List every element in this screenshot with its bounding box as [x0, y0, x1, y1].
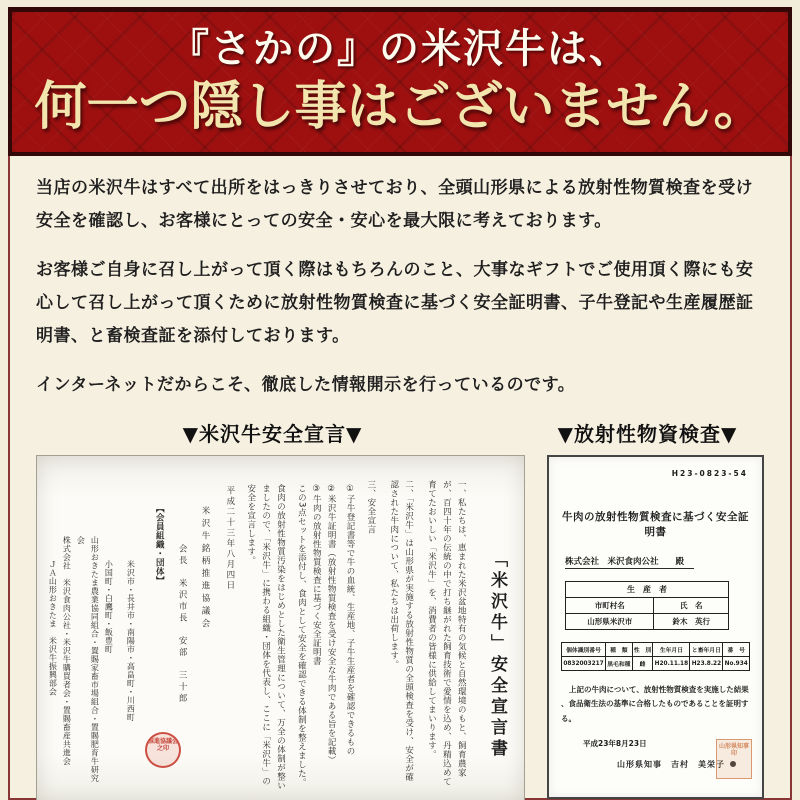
- documents-row: [36, 455, 764, 800]
- round-red-seal-icon: 推進協議会之印: [145, 732, 181, 768]
- declaration-item-3-head: 三、安全宣言: [365, 480, 376, 534]
- detail-birthdate: H20.11.18: [653, 657, 690, 671]
- declaration-date: 平成二十三年八月四日: [224, 486, 235, 591]
- animal-detail-table: [561, 642, 750, 671]
- content-panel: [8, 156, 792, 800]
- declaration-closing-1: この3点セットを添付し、食肉として安全を確認できる体制を整えました。: [296, 484, 307, 787]
- certificate-addressee: 株式会社 米沢食肉公社 殿: [565, 555, 694, 569]
- certificate-date: 平成23年8月23日: [583, 738, 647, 748]
- declaration-title: 「米沢牛」安全宣言書: [487, 550, 507, 760]
- detail-col-sex: 性 別: [632, 643, 653, 657]
- detail-id: 0832003217: [562, 657, 606, 671]
- declaration-closing-2: 食肉の放射性物質汚染をはじめとした衛生管理について、万全の体制が整いましたので、「米沢牛」に携わる組織・団体を代表し、ここに「米沢牛」の安全を宣言します。: [245, 484, 286, 790]
- member-column: 小国町・白鷹町・飯豊町: [104, 560, 114, 654]
- declaration-point-3: ③牛肉の放射性物質検査に基づく安全証明書: [311, 484, 322, 666]
- members-heading: 【会員組織・団体】: [154, 504, 165, 585]
- intro-paragraph-1: 当店の米沢牛はすべて出所をはっきりさせており、全頭山形県による放射性物質検査を受け安全を確認し、お客様にとっての安全・安心を最大限に考えております。: [36, 178, 754, 231]
- producer-col-municipality: 市町村名: [566, 598, 654, 614]
- member-column: 株式会社 米沢食肉公社・米沢牛購買者会・置賜畜産共進会: [62, 536, 72, 766]
- member-column: ＪＡ山形おきたま 米沢牛振興部会: [48, 560, 58, 696]
- certificate-title: 牛肉の放射性物質検査に基づく安全証明書: [562, 511, 749, 538]
- detail-breed: 黒毛和種: [606, 657, 633, 671]
- heading-safety-declaration: ▼米沢牛安全宣言▼: [182, 422, 363, 446]
- square-orange-seal-icon: 山形県知事印: [716, 739, 752, 779]
- section-headings-row: [36, 418, 764, 447]
- declaration-organization: 米沢牛銘柄推進協議会: [199, 506, 210, 631]
- producer-table: [565, 581, 729, 630]
- certificate-statement: 上記の牛肉について、放射性物質検査を実施した結果、食品衛生法の基準に合格したものであることを証明する。: [561, 685, 749, 723]
- declaration-point-1: ①子牛登記書等で牛の血統、生産地、子牛生産者を確認できるもの: [344, 484, 355, 756]
- header-banner: [8, 7, 792, 156]
- detail-col-number: 番 号: [723, 643, 750, 657]
- intro-paragraph-3: インターネットだからこそ、徹底した情報開示を行っているのです。: [36, 375, 576, 395]
- detail-col-birthdate: 生年月日: [653, 643, 690, 657]
- detail-number: No.934: [723, 657, 750, 671]
- detail-sex: 雌: [632, 657, 653, 671]
- producer-name: 鈴木 英行: [654, 614, 729, 630]
- banner-line-1: 『さかの』の米沢牛は、: [169, 25, 631, 72]
- detail-col-breed: 種 類: [606, 643, 633, 657]
- banner-line-2: 何一つ隠し事はございません。: [34, 76, 766, 137]
- producer-table-header: 生 産 者: [566, 582, 729, 598]
- intro-paragraph-2: お客様ご自身に召し上がって頂く際はもちろんのこと、大事なギフトでご使用頂く際にも安心して召し上がって頂くために放射性物質検査に基づく安全証明書、子牛登記や生産履歴証明書、と畜検査証を添付しております。: [36, 260, 754, 346]
- member-column: 米沢市・長井市・南陽市・高畠町・川西町: [126, 560, 136, 722]
- certificate-number: H23-0823-54: [671, 469, 748, 478]
- detail-slaughterdate: H23.8.22: [690, 657, 723, 671]
- producer-col-name: 氏 名: [654, 598, 729, 614]
- member-column: 山形おきたま農業協同組合・置賜家畜市場組合・置賜肥育牛研究会: [76, 536, 100, 783]
- heading-radiation-inspection: ▼放射性物資検査▼: [557, 422, 738, 446]
- declaration-point-2: ②米沢牛証明書（放射性物質検査を受け安全な牛肉である旨を記載）: [326, 484, 337, 765]
- safety-declaration-document: [36, 455, 525, 800]
- declaration-vertical-text: [47, 472, 512, 790]
- detail-col-slaughterdate: と畜年月日: [690, 643, 723, 657]
- declaration-chairman: 会長 米沢市長 安部 三十郎: [177, 544, 188, 705]
- signer-text: 山形県知事 吉村 美栄子: [617, 759, 725, 769]
- detail-col-id: 個体識別番号: [562, 643, 606, 657]
- producer-municipality: 山形県米沢市: [566, 614, 654, 630]
- radiation-certificate-document: [547, 455, 764, 799]
- declaration-item-2: 二、「米沢牛」は山形県が実施する放射性物質の全頭検査を受け、安全が確認された牛肉について、私たちは出荷します。: [388, 480, 414, 782]
- declaration-item-1: 一、私たちは、恵まれた米沢盆地特有の気候と自然環境のもと、飼育農家が、百四十年の伝統の中で打ち継がれた飼育技術で愛情を込め、丹精込めて育てたおいしい「米沢牛」を、消費者の皆様に供給してまいります。: [426, 480, 467, 786]
